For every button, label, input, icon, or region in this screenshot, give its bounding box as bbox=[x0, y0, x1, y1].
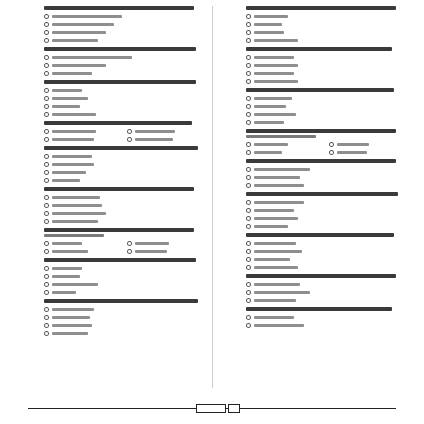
option-circle-icon bbox=[246, 142, 251, 147]
option-circle-icon bbox=[44, 241, 49, 246]
option-text-placeholder bbox=[52, 72, 92, 75]
option-b[interactable] bbox=[246, 289, 406, 295]
option-circle-icon bbox=[246, 241, 251, 246]
option-circle-icon bbox=[246, 71, 251, 76]
option-text-placeholder bbox=[254, 258, 290, 261]
option-a[interactable] bbox=[44, 306, 204, 312]
question-stem-line bbox=[246, 129, 396, 133]
option-circle-icon bbox=[44, 55, 49, 60]
option-c[interactable] bbox=[44, 136, 121, 142]
question-stem-line bbox=[44, 299, 198, 303]
option-circle-icon bbox=[246, 30, 251, 35]
option-circle-icon bbox=[246, 112, 251, 117]
question-stem-line bbox=[44, 6, 194, 10]
option-circle-icon bbox=[44, 282, 49, 287]
option-c[interactable] bbox=[44, 70, 204, 76]
option-c[interactable] bbox=[246, 29, 406, 35]
option-d[interactable] bbox=[246, 223, 406, 229]
question-item bbox=[28, 80, 204, 117]
option-b[interactable] bbox=[44, 314, 204, 320]
option-circle-icon bbox=[44, 266, 49, 271]
right-column bbox=[230, 4, 406, 388]
option-c[interactable] bbox=[44, 322, 204, 328]
option-d[interactable] bbox=[127, 248, 204, 254]
question-item bbox=[28, 258, 204, 295]
question-stem-line bbox=[246, 6, 396, 10]
option-circle-icon bbox=[44, 96, 49, 101]
option-b[interactable] bbox=[246, 21, 406, 27]
option-text-placeholder bbox=[52, 130, 96, 133]
option-text-placeholder bbox=[254, 80, 298, 83]
question-item bbox=[28, 187, 204, 224]
option-text-placeholder bbox=[254, 151, 282, 154]
option-d[interactable] bbox=[44, 177, 204, 183]
option-text-placeholder bbox=[254, 299, 296, 302]
option-circle-icon bbox=[44, 63, 49, 68]
option-a[interactable] bbox=[44, 240, 121, 246]
option-circle-icon bbox=[44, 249, 49, 254]
option-circle-icon bbox=[246, 175, 251, 180]
option-text-placeholder bbox=[52, 291, 76, 294]
question-stem-line bbox=[246, 88, 394, 92]
option-circle-icon bbox=[44, 195, 49, 200]
option-text-placeholder bbox=[254, 168, 310, 171]
option-a[interactable] bbox=[246, 281, 406, 287]
option-text-placeholder bbox=[254, 121, 284, 124]
option-text-placeholder bbox=[254, 72, 294, 75]
option-text-placeholder bbox=[135, 138, 173, 141]
option-circle-icon bbox=[246, 120, 251, 125]
option-text-placeholder bbox=[254, 217, 298, 220]
option-circle-icon bbox=[44, 290, 49, 295]
option-circle-icon bbox=[127, 249, 132, 254]
option-circle-icon bbox=[44, 88, 49, 93]
column-divider bbox=[212, 6, 213, 388]
left-column bbox=[28, 4, 204, 388]
option-text-placeholder bbox=[135, 242, 169, 245]
option-circle-icon bbox=[246, 55, 251, 60]
option-text-placeholder bbox=[254, 242, 296, 245]
option-text-placeholder bbox=[52, 250, 88, 253]
option-c[interactable] bbox=[44, 169, 204, 175]
option-d[interactable] bbox=[329, 149, 406, 155]
question-stem-line bbox=[246, 274, 396, 278]
option-circle-icon bbox=[246, 265, 251, 270]
option-text-placeholder bbox=[254, 143, 288, 146]
option-a[interactable] bbox=[44, 153, 204, 159]
option-d[interactable] bbox=[44, 111, 204, 117]
option-circle-icon bbox=[44, 129, 49, 134]
option-text-placeholder bbox=[254, 97, 292, 100]
option-d[interactable] bbox=[44, 289, 204, 295]
option-text-placeholder bbox=[254, 31, 284, 34]
option-c[interactable] bbox=[246, 297, 406, 303]
option-d[interactable] bbox=[127, 136, 204, 142]
option-text-placeholder bbox=[254, 324, 304, 327]
question-item bbox=[28, 228, 204, 254]
option-text-placeholder bbox=[52, 212, 106, 215]
option-text-placeholder bbox=[52, 179, 80, 182]
option-d[interactable] bbox=[246, 119, 406, 125]
option-circle-icon bbox=[246, 96, 251, 101]
question-item bbox=[230, 129, 406, 155]
option-text-placeholder bbox=[254, 23, 282, 26]
option-a[interactable] bbox=[44, 54, 204, 60]
question-stem-line bbox=[44, 121, 192, 125]
option-text-placeholder bbox=[52, 15, 122, 18]
option-text-placeholder bbox=[52, 155, 92, 158]
option-circle-icon bbox=[44, 162, 49, 167]
option-circle-icon bbox=[246, 104, 251, 109]
option-text-placeholder bbox=[52, 204, 102, 207]
option-a[interactable] bbox=[246, 54, 406, 60]
option-text-placeholder bbox=[337, 143, 369, 146]
option-circle-icon bbox=[246, 167, 251, 172]
option-a[interactable] bbox=[44, 194, 204, 200]
option-circle-icon bbox=[246, 216, 251, 221]
option-circle-icon bbox=[44, 14, 49, 19]
option-a[interactable] bbox=[246, 13, 406, 19]
option-a[interactable] bbox=[44, 265, 204, 271]
option-text-placeholder bbox=[254, 56, 294, 59]
option-text-placeholder bbox=[52, 105, 80, 108]
question-stem-line bbox=[246, 307, 392, 311]
option-circle-icon bbox=[44, 331, 49, 336]
option-a[interactable] bbox=[246, 199, 406, 205]
option-a[interactable] bbox=[44, 128, 121, 134]
option-a[interactable] bbox=[44, 87, 204, 93]
option-circle-icon bbox=[44, 137, 49, 142]
option-text-placeholder bbox=[254, 209, 294, 212]
copyright-box bbox=[196, 404, 226, 413]
option-text-placeholder bbox=[52, 275, 80, 278]
option-c[interactable] bbox=[44, 281, 204, 287]
question-stem-line bbox=[44, 47, 196, 51]
option-text-placeholder bbox=[52, 267, 82, 270]
option-text-placeholder bbox=[52, 39, 98, 42]
option-text-placeholder bbox=[254, 64, 298, 67]
option-circle-icon bbox=[127, 241, 132, 246]
option-d[interactable] bbox=[44, 218, 204, 224]
option-b[interactable] bbox=[246, 207, 406, 213]
option-text-placeholder bbox=[52, 171, 86, 174]
option-circle-icon bbox=[44, 112, 49, 117]
option-circle-icon bbox=[246, 38, 251, 43]
question-stem-line bbox=[44, 234, 104, 237]
option-text-placeholder bbox=[254, 105, 286, 108]
question-stem-line bbox=[246, 47, 392, 51]
page-number bbox=[228, 404, 240, 413]
option-text-placeholder bbox=[254, 266, 298, 269]
option-c[interactable] bbox=[44, 210, 204, 216]
option-circle-icon bbox=[246, 323, 251, 328]
option-d[interactable] bbox=[44, 330, 204, 336]
option-text-placeholder bbox=[254, 184, 304, 187]
option-text-placeholder bbox=[254, 113, 296, 116]
option-text-placeholder bbox=[254, 15, 288, 18]
option-c[interactable] bbox=[246, 111, 406, 117]
option-circle-icon bbox=[246, 208, 251, 213]
option-c[interactable] bbox=[44, 29, 204, 35]
option-c[interactable] bbox=[44, 103, 204, 109]
option-circle-icon bbox=[44, 203, 49, 208]
option-text-placeholder bbox=[52, 242, 82, 245]
question-stem-line bbox=[44, 80, 196, 84]
option-text-placeholder bbox=[254, 225, 288, 228]
option-text-placeholder bbox=[52, 324, 92, 327]
option-text-placeholder bbox=[52, 113, 96, 116]
question-stem-line bbox=[246, 192, 398, 196]
option-circle-icon bbox=[44, 170, 49, 175]
option-a[interactable] bbox=[246, 240, 406, 246]
option-text-placeholder bbox=[52, 196, 100, 199]
option-c[interactable] bbox=[246, 70, 406, 76]
option-text-placeholder bbox=[52, 332, 88, 335]
option-circle-icon bbox=[246, 183, 251, 188]
question-stem-line bbox=[246, 135, 316, 138]
option-text-placeholder bbox=[52, 220, 98, 223]
option-circle-icon bbox=[246, 63, 251, 68]
option-circle-icon bbox=[44, 104, 49, 109]
option-text-placeholder bbox=[52, 97, 88, 100]
question-item bbox=[28, 6, 204, 43]
option-circle-icon bbox=[44, 315, 49, 320]
option-c[interactable] bbox=[246, 149, 323, 155]
question-item bbox=[230, 307, 406, 328]
option-text-placeholder bbox=[254, 201, 304, 204]
option-d[interactable] bbox=[246, 264, 406, 270]
option-b[interactable] bbox=[246, 174, 406, 180]
question-item bbox=[28, 121, 204, 142]
option-a[interactable] bbox=[246, 95, 406, 101]
option-circle-icon bbox=[44, 274, 49, 279]
question-item bbox=[28, 299, 204, 336]
option-b[interactable] bbox=[44, 161, 204, 167]
option-circle-icon bbox=[44, 30, 49, 35]
option-b[interactable] bbox=[44, 21, 204, 27]
option-circle-icon bbox=[246, 79, 251, 84]
option-circle-icon bbox=[44, 71, 49, 76]
option-text-placeholder bbox=[337, 151, 367, 154]
question-item bbox=[230, 233, 406, 270]
option-text-placeholder bbox=[52, 23, 114, 26]
question-item bbox=[230, 192, 406, 229]
question-stem-line bbox=[246, 159, 396, 163]
option-b[interactable] bbox=[329, 141, 406, 147]
option-b[interactable] bbox=[246, 62, 406, 68]
question-item bbox=[230, 159, 406, 188]
option-circle-icon bbox=[329, 150, 334, 155]
option-circle-icon bbox=[44, 154, 49, 159]
option-circle-icon bbox=[246, 22, 251, 27]
option-circle-icon bbox=[246, 282, 251, 287]
option-text-placeholder bbox=[254, 283, 300, 286]
question-stem-line bbox=[44, 258, 196, 262]
option-circle-icon bbox=[44, 323, 49, 328]
option-circle-icon bbox=[44, 38, 49, 43]
question-item bbox=[230, 47, 406, 84]
option-c[interactable] bbox=[246, 182, 406, 188]
option-b[interactable] bbox=[246, 103, 406, 109]
option-text-placeholder bbox=[254, 176, 300, 179]
option-text-placeholder bbox=[52, 163, 94, 166]
question-stem-line bbox=[246, 233, 394, 237]
question-stem-line bbox=[44, 187, 194, 191]
option-c[interactable] bbox=[44, 248, 121, 254]
question-item bbox=[230, 6, 406, 43]
option-circle-icon bbox=[246, 290, 251, 295]
question-item bbox=[28, 47, 204, 76]
option-circle-icon bbox=[246, 315, 251, 320]
option-circle-icon bbox=[246, 257, 251, 262]
option-circle-icon bbox=[329, 142, 334, 147]
option-text-placeholder bbox=[52, 56, 132, 59]
option-circle-icon bbox=[246, 224, 251, 229]
option-b[interactable] bbox=[44, 62, 204, 68]
option-c[interactable] bbox=[246, 256, 406, 262]
option-circle-icon bbox=[44, 211, 49, 216]
option-text-placeholder bbox=[52, 308, 94, 311]
option-a[interactable] bbox=[246, 141, 323, 147]
option-text-placeholder bbox=[52, 283, 98, 286]
page-footer bbox=[28, 404, 396, 414]
option-d[interactable] bbox=[44, 37, 204, 43]
option-b[interactable] bbox=[246, 248, 406, 254]
option-text-placeholder bbox=[254, 316, 294, 319]
option-b[interactable] bbox=[44, 202, 204, 208]
option-circle-icon bbox=[246, 298, 251, 303]
option-circle-icon bbox=[44, 307, 49, 312]
question-item bbox=[230, 274, 406, 303]
option-circle-icon bbox=[246, 14, 251, 19]
option-b[interactable] bbox=[127, 128, 204, 134]
option-b[interactable] bbox=[127, 240, 204, 246]
option-a[interactable] bbox=[246, 166, 406, 172]
option-b[interactable] bbox=[246, 322, 406, 328]
option-text-placeholder bbox=[52, 316, 90, 319]
option-d[interactable] bbox=[246, 78, 406, 84]
option-circle-icon bbox=[127, 129, 132, 134]
option-b[interactable] bbox=[44, 273, 204, 279]
option-circle-icon bbox=[44, 178, 49, 183]
option-a[interactable] bbox=[246, 314, 406, 320]
option-b[interactable] bbox=[44, 95, 204, 101]
option-circle-icon bbox=[246, 150, 251, 155]
option-text-placeholder bbox=[52, 138, 94, 141]
option-circle-icon bbox=[127, 137, 132, 142]
option-circle-icon bbox=[44, 22, 49, 27]
option-text-placeholder bbox=[52, 64, 106, 67]
option-text-placeholder bbox=[135, 250, 167, 253]
option-text-placeholder bbox=[52, 31, 106, 34]
option-a[interactable] bbox=[44, 13, 204, 19]
question-stem-line bbox=[44, 146, 198, 150]
option-d[interactable] bbox=[246, 37, 406, 43]
option-text-placeholder bbox=[254, 250, 302, 253]
question-item bbox=[230, 88, 406, 125]
question-stem-line bbox=[44, 228, 194, 232]
question-item bbox=[28, 146, 204, 183]
option-text-placeholder bbox=[254, 291, 310, 294]
option-text-placeholder bbox=[135, 130, 175, 133]
option-text-placeholder bbox=[254, 39, 298, 42]
option-text-placeholder bbox=[52, 89, 82, 92]
option-circle-icon bbox=[246, 249, 251, 254]
option-circle-icon bbox=[44, 219, 49, 224]
option-circle-icon bbox=[246, 200, 251, 205]
option-c[interactable] bbox=[246, 215, 406, 221]
